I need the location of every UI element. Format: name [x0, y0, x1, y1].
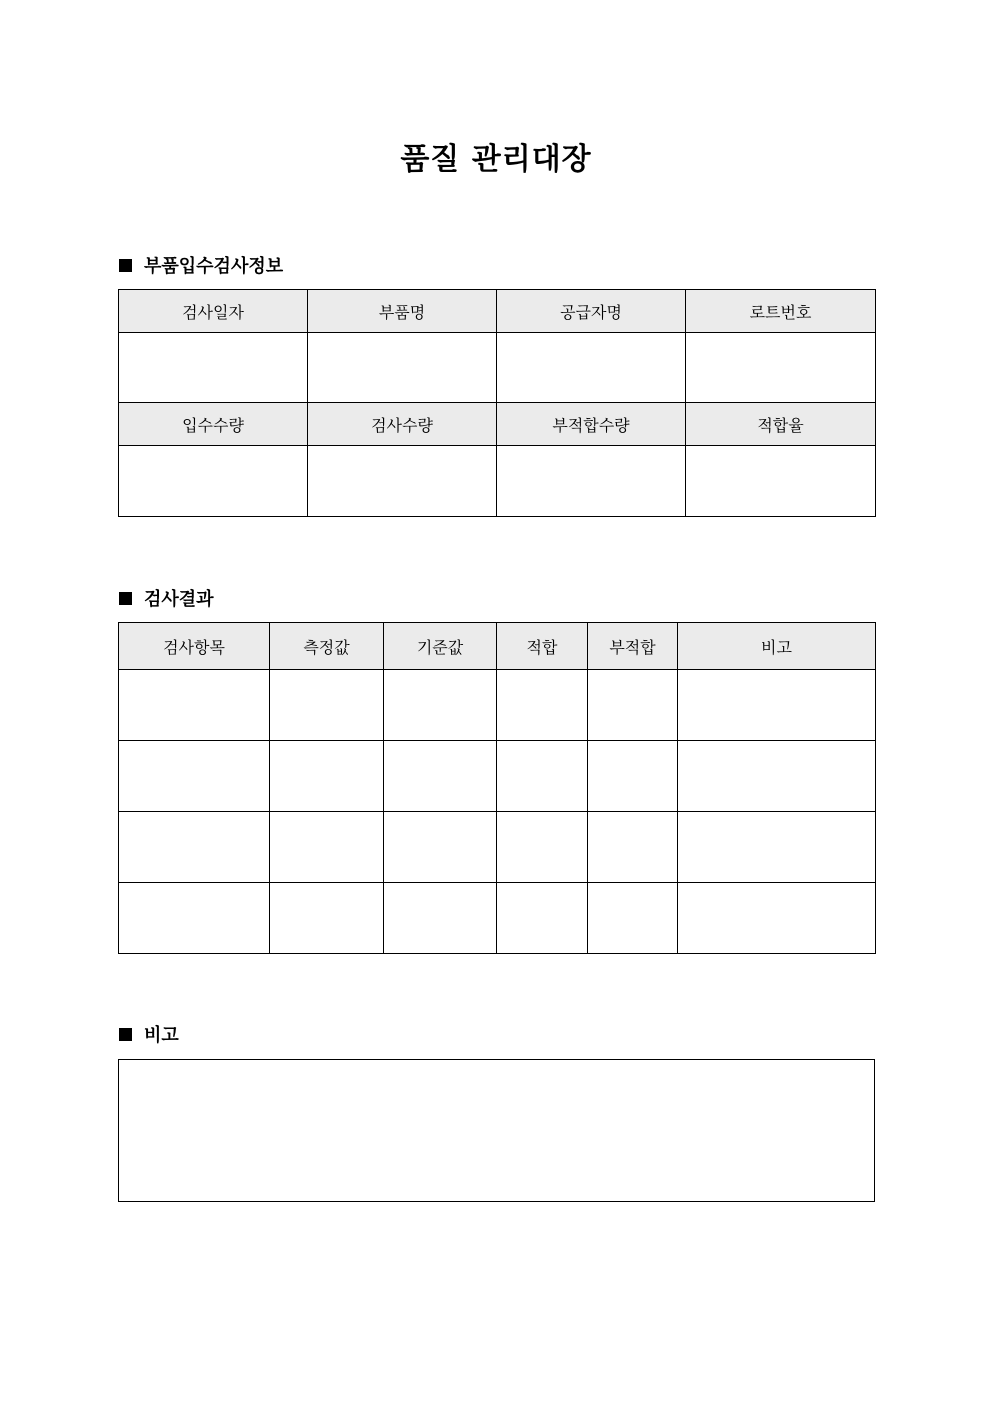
- cell-part-name[interactable]: [308, 333, 497, 403]
- cell-conforming[interactable]: [497, 812, 588, 883]
- cell-reference-value[interactable]: [384, 883, 497, 954]
- remarks-box[interactable]: [118, 1059, 875, 1202]
- cell-measured-value[interactable]: [270, 670, 384, 741]
- cell-nonconforming[interactable]: [588, 812, 678, 883]
- section-title: 부품입수검사정보: [144, 256, 284, 277]
- cell-reference-value[interactable]: [384, 670, 497, 741]
- cell-received-quantity[interactable]: [119, 446, 308, 517]
- square-bullet-icon: [119, 1028, 132, 1041]
- header-part-name: 부품명: [308, 290, 497, 333]
- cell-remarks[interactable]: [678, 883, 876, 954]
- page-title: 품질 관리대장: [400, 142, 592, 177]
- cell-lot-number[interactable]: [686, 333, 876, 403]
- cell-reference-value[interactable]: [384, 812, 497, 883]
- header-reference-value: 기준값: [384, 623, 497, 670]
- header-conformance-rate: 적합율: [686, 403, 876, 446]
- incoming-inspection-table: [118, 289, 876, 517]
- header-remarks: 비고: [678, 623, 876, 670]
- cell-conformance-rate[interactable]: [686, 446, 876, 517]
- table-row: [119, 333, 876, 403]
- cell-conforming[interactable]: [497, 883, 588, 954]
- table-row: [119, 670, 876, 741]
- square-bullet-icon: [119, 592, 132, 605]
- section-heading-inspection-results: [119, 585, 214, 611]
- header-inspection-date: 검사일자: [119, 290, 308, 333]
- header-measured-value: 측정값: [270, 623, 384, 670]
- cell-remarks[interactable]: [678, 670, 876, 741]
- table-header-row: [119, 623, 876, 670]
- table-header-row: [119, 290, 876, 333]
- cell-reference-value[interactable]: [384, 741, 497, 812]
- cell-conforming[interactable]: [497, 670, 588, 741]
- table-row: [119, 812, 876, 883]
- table-header-row: [119, 403, 876, 446]
- cell-measured-value[interactable]: [270, 741, 384, 812]
- cell-inspection-date[interactable]: [119, 333, 308, 403]
- header-nonconforming-quantity: 부적합수량: [497, 403, 686, 446]
- cell-remarks[interactable]: [678, 812, 876, 883]
- square-bullet-icon: [119, 259, 132, 272]
- cell-nonconforming-quantity[interactable]: [497, 446, 686, 517]
- cell-inspected-quantity[interactable]: [308, 446, 497, 517]
- section-title: 검사결과: [144, 589, 214, 610]
- table-row: [119, 446, 876, 517]
- table-row: [119, 741, 876, 812]
- cell-inspection-item[interactable]: [119, 741, 270, 812]
- cell-nonconforming[interactable]: [588, 883, 678, 954]
- cell-measured-value[interactable]: [270, 883, 384, 954]
- header-conforming: 적합: [497, 623, 588, 670]
- cell-nonconforming[interactable]: [588, 741, 678, 812]
- header-inspection-item: 검사항목: [119, 623, 270, 670]
- cell-nonconforming[interactable]: [588, 670, 678, 741]
- section-heading-incoming-inspection: [119, 252, 283, 278]
- header-received-quantity: 입수수량: [119, 403, 308, 446]
- cell-inspection-item[interactable]: [119, 883, 270, 954]
- cell-remarks[interactable]: [678, 741, 876, 812]
- cell-supplier-name[interactable]: [497, 333, 686, 403]
- inspection-results-table: [118, 622, 876, 954]
- cell-inspection-item[interactable]: [119, 670, 270, 741]
- cell-conforming[interactable]: [497, 741, 588, 812]
- header-nonconforming: 부적합: [588, 623, 678, 670]
- header-supplier-name: 공급자명: [497, 290, 686, 333]
- section-heading-remarks: [119, 1021, 179, 1047]
- header-inspected-quantity: 검사수량: [308, 403, 497, 446]
- header-lot-number: 로트번호: [686, 290, 876, 333]
- table-row: [119, 883, 876, 954]
- section-title: 비고: [144, 1025, 179, 1046]
- cell-inspection-item[interactable]: [119, 812, 270, 883]
- cell-measured-value[interactable]: [270, 812, 384, 883]
